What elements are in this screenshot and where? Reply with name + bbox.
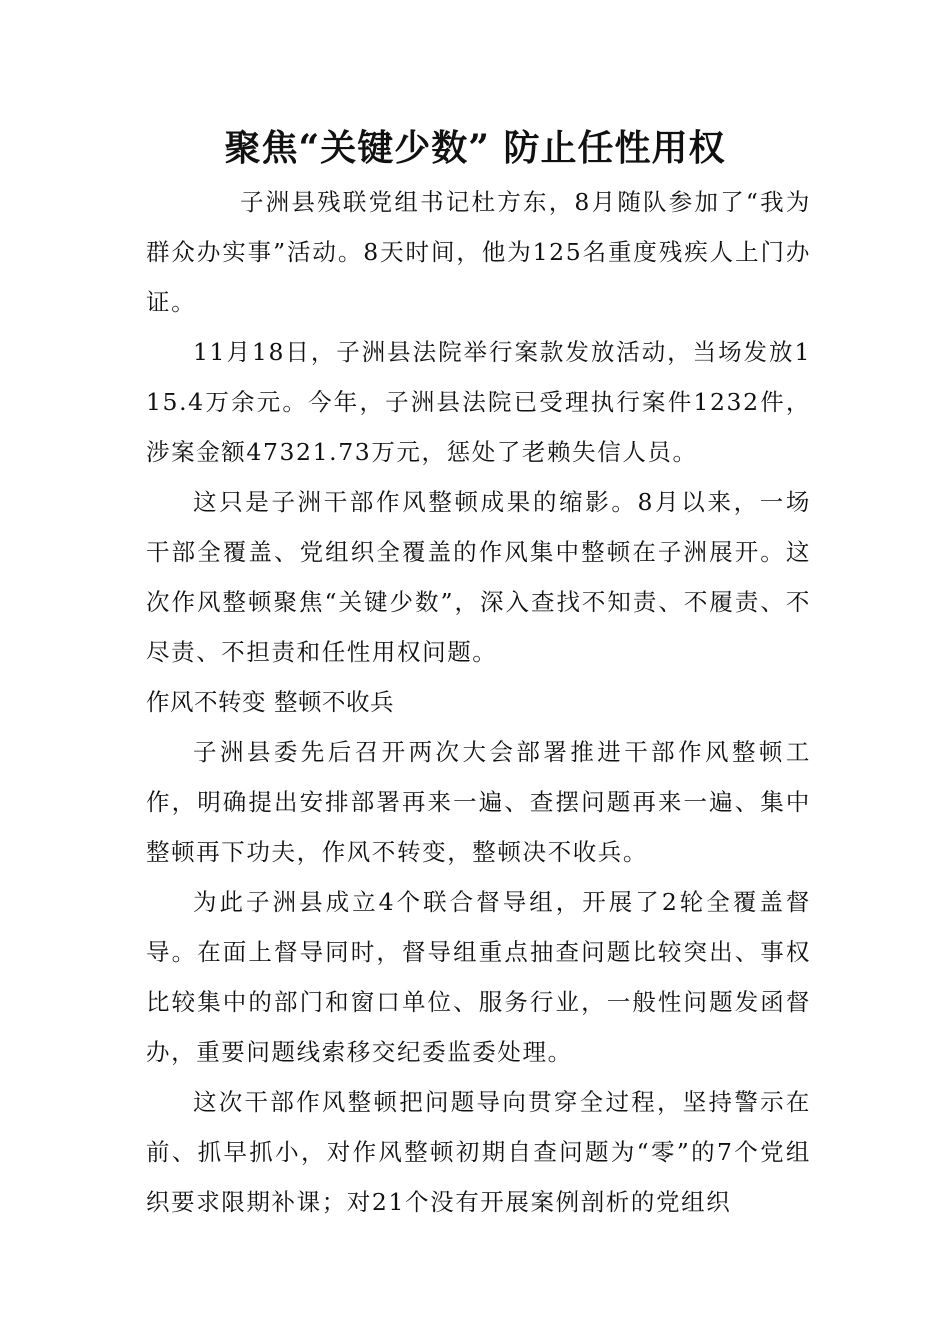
paragraph-2: 11月18日，子洲县法院举行案款发放活动，当场发放115.4万余元。今年，子洲县法院已受理执行案件1232件，涉案金额47321.73万元，惩处了老赖失信人员。 xyxy=(146,338,811,466)
section-subheading: 作风不转变 整顿不收兵 xyxy=(146,688,394,716)
paragraph-5: 为此子洲县成立4个联合督导组，开展了2轮全覆盖督导。在面上督导同时，督导组重点抽查问题比较突出、事权比较集中的部门和窗口单位、服务行业，一般性问题发函督办，重要问题线索移交纪委监委处理。 xyxy=(146,888,811,1066)
paragraph-3: 这只是子洲干部作风整顿成果的缩影。8月以来，一场干部全覆盖、党组织全覆盖的作风集中整顿在子洲展开。这次作风整顿聚焦“关键少数”，深入查找不知责、不履责、不尽责、不担责和任性用权问题。 xyxy=(146,488,811,666)
document-body xyxy=(146,177,811,1227)
paragraph-1: 子洲县残联党组书记杜方东，8月随队参加了“我为群众办实事”活动。8天时间，他为125名重度残疾人上门办证。 xyxy=(146,188,811,316)
paragraph-6: 这次干部作风整顿把问题导向贯穿全过程，坚持警示在前、抓早抓小，对作风整顿初期自查问题为“零”的7个党组织要求限期补课；对21个没有开展案例剖析的党组织 xyxy=(146,1088,811,1216)
paragraph-4: 子洲县委先后召开两次大会部署推进干部作风整顿工作，明确提出安排部署再来一遍、查摆问题再来一遍、集中整顿再下功夫，作风不转变，整顿决不收兵。 xyxy=(146,738,811,866)
document-title: 聚焦“关键少数” 防止任性用权 xyxy=(224,127,726,169)
